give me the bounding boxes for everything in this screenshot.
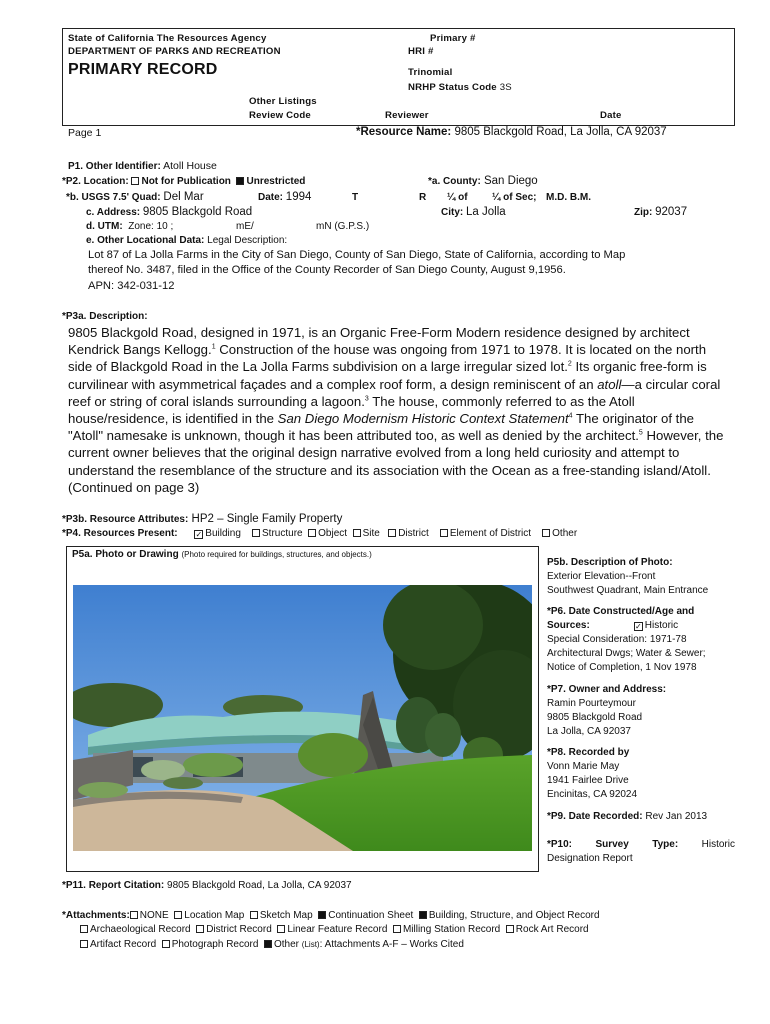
not-for-publication-checkbox[interactable]	[131, 177, 139, 185]
district-label: District	[398, 528, 429, 539]
legal-line-2: thereof No. 3487, filed in the Office of the County Recorder of San Diego County, August 9,1956.	[88, 264, 566, 276]
sketch-map-label: Sketch Map	[259, 910, 313, 921]
page-number: Page 1	[68, 127, 102, 139]
description-text	[68, 324, 732, 496]
archaeological-checkbox[interactable]	[80, 925, 88, 933]
zip-field	[634, 206, 687, 218]
nrhp-value: 3S	[499, 82, 512, 93]
p1-value: Atoll House	[163, 160, 217, 172]
other-label: Other	[552, 528, 578, 539]
p7-block	[547, 683, 735, 739]
photograph-record-checkbox[interactable]	[162, 940, 170, 948]
address-field	[86, 206, 252, 218]
nrhp-status	[408, 82, 512, 93]
p10-value: Historic	[701, 839, 735, 850]
p5b-line2: Southwest Quadrant, Main Entrance	[547, 585, 709, 596]
attachments-row-3	[80, 939, 464, 950]
date-label: Date	[600, 110, 622, 121]
range-label: R	[419, 192, 427, 203]
desc-part-7: However, the current owner believes that the original design narrative evolved from a long held curiosity and attempt to understand the resemblance of the structure and its association with the Ocean as a free-standing island/Atoll. (Continued on page 3)	[68, 428, 724, 495]
usgs-date-label: Date:	[258, 192, 284, 203]
reviewer-label: Reviewer	[385, 110, 429, 121]
p5a-note: (Photo required for buildings, structures, and objects.)	[181, 550, 372, 559]
footnote-3: 3	[364, 395, 369, 403]
city-label: City:	[441, 207, 464, 218]
p8-line1: Vonn Marie May	[547, 761, 620, 772]
none-checkbox[interactable]	[130, 911, 138, 919]
linear-feature-checkbox[interactable]	[277, 925, 285, 933]
p10-block	[547, 838, 735, 866]
p4-resources-present	[62, 528, 577, 539]
footnote-4: 4	[568, 412, 573, 420]
footnote-2: 2	[567, 361, 572, 369]
p10-type: Type:	[652, 839, 679, 850]
site-checkbox[interactable]	[353, 529, 361, 537]
p7-label: *P7. Owner and Address:	[547, 684, 667, 695]
p7-line2: 9805 Blackgold Road	[547, 712, 643, 723]
archaeological-label: Archaeological Record	[90, 924, 191, 935]
usgs-date-field	[258, 191, 311, 203]
hri-label: HRI #	[408, 46, 434, 57]
resource-name	[356, 126, 667, 138]
quad-value: Del Mar	[163, 191, 204, 203]
department-line: DEPARTMENT OF PARKS AND RECREATION	[68, 46, 281, 57]
usgs-quad-field	[66, 191, 204, 203]
attachments-label: *Attachments:	[62, 910, 130, 921]
p3a-label: *P3a. Description:	[62, 311, 148, 322]
building-label: Building	[205, 528, 241, 539]
usgs-date-value: 1994	[285, 191, 312, 203]
sketch-map-checkbox[interactable]	[250, 911, 258, 919]
quarter-label: ¼ of	[447, 192, 468, 203]
desc-part-1: 9805 Blackgold Road, designed in 1971, is an Organic Free-Form Modern residence designed by architect Kendrick Bangs Kellogg.	[68, 325, 690, 358]
structure-checkbox[interactable]	[252, 529, 260, 537]
utm-zone: Zone: 10 ;	[128, 221, 174, 232]
historic-label: Historic	[644, 620, 679, 631]
address-label: c. Address:	[86, 207, 141, 218]
usgs-label: *b. USGS 7.5' Quad:	[66, 192, 161, 203]
desc-part-2: Construction of the house was ongoing from 1971 to 1978. It is located on the north side of Blackgold Road in the La Jolla Farms subdivision on a large irregular sized lot.	[68, 342, 707, 375]
legal-line-1: Lot 87 of La Jolla Farms in the City of San Diego, County of San Diego, State of California, according to Map	[88, 249, 626, 261]
utm-me: mE/	[236, 221, 254, 232]
photograph-record-label: Photograph Record	[171, 939, 259, 950]
element-label: Element of District	[449, 528, 532, 539]
p5a-header	[72, 549, 372, 560]
p6-line3: Notice of Completion, 1 Nov 1978	[547, 662, 697, 673]
resource-name-value: 9805 Blackgold Road, La Jolla, CA 92037	[454, 126, 667, 138]
object-label: Object	[318, 528, 348, 539]
record-title: PRIMARY RECORD	[68, 61, 218, 78]
p9-value: Rev Jan 2013	[645, 811, 708, 822]
zip-value: 92037	[655, 206, 688, 218]
bso-record-label: Building, Structure, and Object Record	[428, 910, 600, 921]
rock-art-checkbox[interactable]	[506, 925, 514, 933]
other-loc-value: Legal Description:	[207, 235, 288, 246]
p9-block	[547, 810, 707, 824]
mdbm-label: M.D. B.M.	[546, 192, 591, 203]
structure-label: Structure	[262, 528, 303, 539]
p6-sources-label: Sources:	[547, 620, 590, 631]
other-attachment-checkbox[interactable]	[264, 940, 272, 948]
utm-field	[86, 221, 173, 232]
p11-label: *P11. Report Citation:	[62, 880, 165, 891]
attachments-row-2	[80, 924, 589, 935]
desc-statement: San Diego Modernism Historic Context Statement	[277, 411, 569, 427]
p1-label: P1. Other Identifier:	[68, 161, 161, 172]
element-of-district-checkbox[interactable]	[440, 529, 448, 537]
address-value: 9805 Blackgold Road	[142, 206, 253, 218]
p3b-label: *P3b. Resource Attributes:	[62, 514, 189, 525]
site-label: Site	[362, 528, 380, 539]
artifact-record-checkbox[interactable]	[80, 940, 88, 948]
location-map-checkbox[interactable]	[174, 911, 182, 919]
p10-line2: Designation Report	[547, 853, 633, 864]
attachments-row-1	[62, 910, 600, 921]
p9-label: *P9. Date Recorded:	[547, 811, 643, 822]
p6-label: *P6. Date Constructed/Age and	[547, 606, 695, 617]
other-attachment-label: Other	[274, 939, 300, 950]
other-locational-data	[86, 235, 287, 246]
unrestricted-label: Unrestricted	[246, 176, 306, 187]
footnote-5: 5	[638, 429, 643, 437]
p6-block	[547, 605, 735, 675]
desc-part-4: —a circular coral reef or string of coral islands surrounding a lagoon.	[68, 376, 721, 409]
p10-label: *P10:	[547, 839, 573, 850]
zip-label: Zip:	[634, 207, 653, 218]
county-field	[428, 175, 538, 187]
house-photo	[73, 585, 532, 851]
desc-part-3: Its organic free-form is curvilinear with asymmetrical façades and a complex roof form, a design reminiscent of an	[68, 359, 707, 392]
historic-checkbox[interactable]: ✓	[634, 622, 642, 631]
review-code: Review Code	[249, 110, 311, 121]
p7-line3: La Jolla, CA 92037	[547, 726, 631, 737]
primary-label: Primary #	[430, 33, 476, 44]
p5a-label: P5a. Photo or Drawing	[72, 549, 179, 560]
p5b-block	[547, 556, 735, 598]
p8-block	[547, 746, 735, 802]
milling-station-checkbox[interactable]	[393, 925, 401, 933]
other-attachment-value: : Attachments A-F – Works Cited	[319, 939, 464, 950]
city-field	[441, 206, 506, 218]
not-for-publication-label: Not for Publication	[141, 176, 231, 187]
rock-art-label: Rock Art Record	[515, 924, 589, 935]
p3b-value: HP2 – Single Family Property	[191, 513, 343, 525]
list-label: (List)	[301, 940, 320, 949]
p7-line1: Ramin Pourteymour	[547, 698, 636, 709]
trinomial-label: Trinomial	[408, 67, 453, 78]
desc-part-5: The house, commonly referred to as the Atoll house/residence, is identified in the	[68, 393, 635, 427]
object-checkbox[interactable]	[308, 529, 316, 537]
bso-record-checkbox[interactable]	[419, 911, 427, 919]
p5b-label: P5b. Description of Photo:	[547, 557, 673, 568]
location-map-label: Location Map	[184, 910, 245, 921]
district-record-checkbox[interactable]	[196, 925, 204, 933]
utm-mn: mN (G.P.S.)	[316, 221, 370, 232]
p3b-resource-attributes	[62, 513, 342, 525]
building-checkbox[interactable]: ✓	[195, 530, 203, 539]
county-label: *a. County:	[428, 176, 481, 187]
p11-report-citation	[62, 880, 352, 891]
continuation-sheet-checkbox[interactable]	[318, 911, 326, 919]
city-value: La Jolla	[466, 206, 506, 218]
resource-name-label: *Resource Name:	[356, 126, 452, 138]
other-listings: Other Listings	[249, 96, 317, 107]
desc-part-6: The originator of the "Atoll" namesake is unknown, though it has been attributed too, as well as denied by the architect.	[68, 411, 695, 444]
agency-line: State of California The Resources Agency	[68, 33, 267, 44]
other-loc-label: e. Other Locational Data:	[86, 235, 205, 246]
other-checkbox[interactable]	[542, 529, 550, 537]
p11-value: 9805 Blackgold Road, La Jolla, CA 92037	[167, 880, 352, 891]
p2-location	[62, 176, 305, 187]
p10-survey: Survey	[595, 839, 629, 850]
footnote-1: 1	[211, 343, 216, 351]
linear-feature-label: Linear Feature Record	[287, 924, 388, 935]
continuation-sheet-label: Continuation Sheet	[328, 910, 414, 921]
utm-label: d. UTM:	[86, 221, 123, 232]
p8-line3: Encinitas, CA 92024	[547, 789, 638, 800]
unrestricted-checkbox[interactable]	[236, 177, 244, 185]
township-label: T	[352, 192, 359, 203]
p1-other-identifier	[68, 160, 217, 172]
p5b-line1: Exterior Elevation--Front	[547, 571, 656, 582]
none-label: NONE	[139, 910, 169, 921]
p6-line2: Architectural Dwgs; Water & Sewer;	[547, 648, 706, 659]
district-checkbox[interactable]	[388, 529, 396, 537]
apn: APN: 342-031-12	[88, 280, 175, 292]
p2-label: *P2. Location:	[62, 176, 129, 187]
district-record-label: District Record	[206, 924, 272, 935]
quarter-sec-label: ¼ of Sec;	[492, 192, 537, 203]
desc-atoll: atoll	[597, 376, 622, 392]
p4-label: *P4. Resources Present:	[62, 528, 178, 539]
artifact-record-label: Artifact Record	[90, 939, 157, 950]
milling-station-label: Milling Station Record	[402, 924, 501, 935]
p8-label: *P8. Recorded by	[547, 747, 630, 758]
p6-line1: Special Consideration: 1971-78	[547, 634, 687, 645]
nrhp-label: NRHP Status Code	[408, 82, 497, 93]
county-value: San Diego	[483, 175, 538, 187]
p8-line2: 1941 Fairlee Drive	[547, 775, 629, 786]
